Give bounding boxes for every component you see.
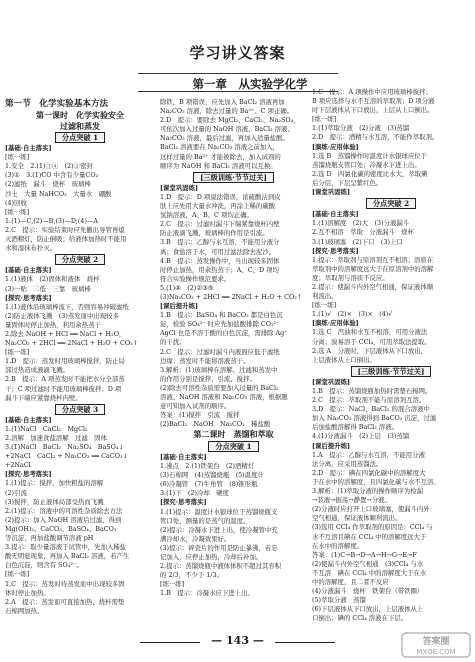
answer-line: 2.C 提示：过滤时漏斗下端紧靠烧杯内壁 — [160, 220, 280, 229]
subsection-tag: [课堂巩固练] — [312, 377, 351, 386]
answer-line: 1.A 提示：乙醇与水互溶，不能用分液 — [312, 450, 425, 459]
subsection-tag: [探究·思考落实] — [160, 498, 207, 507]
answer-line: →装液→振荡→静置→分液。 — [312, 496, 391, 505]
svg-text:答案圈: 答案圈 — [422, 637, 450, 647]
answer-line: 1.C 提示：蒸发时待蒸发皿中出现较多固 — [5, 579, 125, 588]
answer-line: 2.A 提示：蒸发皿可直接加热，烧杯需垫 — [5, 597, 125, 606]
section-box-heading — [312, 199, 470, 208]
answer-line: 淀，检验 SO₄²⁻ 时应先加盐酸排除 CO₃²⁻ — [160, 320, 280, 329]
answer-line: (3)石棉网 (4)蒸馏烧瓶 (5)温度计 — [160, 471, 264, 480]
answer-line: 量固体时停止加热，利用余热蒸干 — [5, 320, 101, 329]
answer-line: 沙土 大量 NaHCO₃ 大量水 硼酸 — [5, 189, 112, 198]
chapter-heading: 第一章 从实验学化学 — [192, 77, 308, 91]
section-box-heading — [5, 255, 155, 264]
answer-line: (2)BaCl₂ NaOH Na₂CO₃ 稀盐酸 — [160, 420, 271, 429]
answer-line: 1.C 提示：A 项操作中应用玻璃棒搅拌； — [312, 88, 432, 96]
answer-line: [练一练] — [312, 301, 337, 310]
answer-line: 1.D 提示：蒸发时用玻璃棒搅拌，防止局 — [5, 357, 125, 366]
answer-line: 答案：(1)C→B→D→A→H→G→E→F — [312, 550, 417, 559]
answer-line: (2)防止液体飞溅 (3)蒸发皿中出现较多 — [5, 311, 119, 320]
answer-line: 2.互不相溶 萃取 分液漏斗 烧杯 — [312, 228, 414, 237]
answer-line: 3.(1)下 (2)冷却 硬度 — [160, 489, 229, 498]
answer-line: (3)搅拌，防止液体局部受热而飞溅 — [5, 497, 104, 506]
answer-line: 干；C 项过滤时不能用玻璃棒搅拌；D 项 — [5, 384, 122, 393]
answer-line: 部过热造成液滴飞溅。 — [5, 366, 69, 375]
answer-line: 后分层，下层呈紫红色。 — [312, 178, 383, 187]
answer-line: 萃取剂中的溶解度远大于在原溶剂中的溶解 — [312, 264, 434, 273]
answer-line: (6)冷凝管 (7)牛角管 (8)锥形瓶 — [160, 480, 258, 489]
answer-line: 1.B 提示：蒸馏烧瓶加热时需垫石棉网。 — [312, 387, 432, 395]
answer-line: 3.(1)玻璃塞 (2)下口 (3)上口 — [312, 237, 403, 246]
section-box-label: 分点突破 2 — [55, 254, 105, 265]
answer-line: (3)① 3.(1)CO 中含有少量CO₂ — [5, 171, 99, 180]
answer-line: [练一练] — [5, 153, 30, 162]
answer-line: 2.(1)提示：溶液中的可溶性杂质除去方法 — [5, 506, 123, 515]
answer-line: 这样过量的 Ba²⁺ 才能被除去，加入试剂的 — [160, 152, 281, 161]
subsection-tag: [探究·思考落实] — [5, 470, 52, 479]
section-box-heading — [5, 405, 155, 414]
answer-line: 2.D 提示：要除去 MgCl₂、CaCl₂、Na₂SO₄， — [160, 116, 300, 125]
answer-line: 意可知加入试剂的顺序。 — [160, 402, 231, 411]
answer-line: 时下层液体从下口放出，上层从上口倒出。 — [312, 106, 434, 115]
answer-line: 1.B 提示：冷凝水应下进上出。 — [160, 589, 254, 598]
answer-line: 后加盐酸溶解得 BaCl₂ 溶液。 — [312, 423, 398, 432]
answer-line: (5)萃取分液 蒸馏 — [312, 596, 366, 605]
answer-line: 1.(1)√ (2)× (3)× (4)√ — [312, 310, 393, 319]
answer-line: 2.D 提示：酒精与水互溶，不能作萃取剂。 — [312, 133, 439, 142]
subsection-tag: [基础·自主落实] — [160, 452, 207, 461]
answer-line: 离；食盐溶于水，可用过滤法除去泥沙。 — [160, 247, 276, 256]
answer-line: 2.B 提示：A 项蒸发时不能把水分全部蒸 — [5, 375, 125, 384]
answer-line: 2.除去 NaOH + HCl ══ NaCl + H₂O， — [5, 329, 126, 338]
answer-line: 利流出。 — [312, 292, 338, 301]
subsection-tag: [课堂巩固练] — [160, 183, 199, 192]
answer-line: 顺序为 NaOH 和 BaCl₂ 溶液可以互换。 — [160, 161, 277, 170]
watermark-logo — [401, 632, 471, 658]
answer-line: 1.(1)液体 (2)固体和液体 烧杯 — [5, 275, 100, 284]
answer-line: 的作用分别是搅拌、引流、搅拌。 — [160, 374, 256, 383]
answer-line: 3.提示：取少量溶液于试管中，先加入稀盐 — [5, 543, 127, 552]
answer-line: 1.选 C 汽油和水互不相溶，可用分液法 — [312, 328, 428, 337]
subsection-tag: [基础·自主落实] — [5, 144, 52, 153]
answer-line: [练一练] — [160, 580, 185, 589]
answer-line: 度；萃取剂与溶质不反应。 — [312, 273, 389, 282]
answer-line: 溶液、NaOH 溶液和 Na₂CO₃ 溶液，根据题 — [160, 393, 288, 401]
answer-line: 1.(1)萃取分液 (2)分液 (3)蒸馏 — [312, 124, 410, 133]
answer-line: 加入 Na₂CO₃ 溶液得到 BaCO₃ 沉淀，过滤 — [312, 414, 437, 423]
lesson-heading: 第一课时 化学实验安全 — [36, 110, 124, 120]
answer-line: +2NaCl CaCl₂ + Na₂CO₃ ══ CaCO₃↓ — [5, 452, 128, 461]
subsection-tag: [基础·自主落实] — [5, 415, 52, 424]
section-box-label: [三级训练·节节过关] — [193, 172, 274, 183]
chapter-bottom-rule — [138, 91, 338, 92]
answer-line: (3)一贴 二低 三靠 玻璃棒 — [5, 284, 91, 293]
answer-line: (6)下层液体从下口放出，上层液体从上 — [312, 605, 424, 614]
answer-line: Na₂CO₃ 溶液，除去过量的 Ba²⁺。C 项正确。 — [160, 107, 294, 116]
answer-line: [练一练] — [5, 207, 30, 216]
section-box-heading — [5, 133, 155, 142]
chapter-top-rule — [138, 73, 338, 74]
answer-line: 在水中的溶解度。 — [312, 541, 364, 550]
subsection-tag: [演练·应用体验] — [312, 319, 359, 328]
answer-line: 1.选 B 蒸馏操作时温度计水银球应位于 — [312, 151, 428, 160]
section-box-heading — [312, 367, 470, 376]
answer-line: 1.D 提示：D 项说法错误，浓硫酸沾到皮 — [160, 192, 281, 201]
answer-line: (2)除去可溶性杂质需要加入过量的 BaCl₂ — [160, 383, 279, 392]
lesson-heading: 过滤和蒸发 — [60, 120, 100, 131]
answer-line: [练一练] — [5, 570, 30, 579]
answer-line: 法分离，应采用蒸馏法。 — [312, 459, 383, 468]
answer-line: 除铁，B 项错误，应先加入 BaCl₂ 溶液再加 — [160, 98, 285, 106]
answer-line: 白色沉淀，则含有 SO₄²⁻。 — [5, 561, 83, 570]
answer-line: 2.选 D 四氯化碳的密度比水大，萃取碘 — [312, 169, 428, 178]
answer-line: 4.B 提示：蒸发操作中，当出现较多固体 — [160, 256, 280, 265]
answer-line: (2)滤纸 漏斗 烧杯 玻璃棒 — [5, 180, 91, 189]
answer-column-right — [312, 88, 470, 626]
answer-line: (2)使漏斗内外空气相通 (3)CCl₄ 与水 — [312, 559, 424, 568]
answer-line: (4)回收 — [5, 198, 27, 207]
answer-line: AgCl 也是不溶于酸的白色沉淀，需排除 Ag⁺ — [160, 329, 288, 338]
answer-line: 3.D 提示：NaCl、BaCl₂ 的混合溶液中 — [312, 405, 430, 414]
answer-line: Na₂CO₃ + 2HCl ══ 2NaCl + H₂O + CO₂↑ — [5, 339, 139, 348]
answer-line: 水不互溶且碘在 CCl₄ 中的溶解度远大于 — [312, 532, 427, 541]
answer-line: +2NaCl — [5, 461, 31, 470]
answer-line: 1.(1)溶解度 (2)大 (3)分液漏斗 — [312, 219, 410, 228]
answer-line: 石棉网加热。 — [5, 606, 44, 615]
answer-line: 1.(1)提示：温度计水银球位于蒸馏烧瓶支 — [160, 507, 278, 516]
answer-line: 于在水中的溶解度，且四氯化碳与水不互溶。 — [312, 477, 440, 486]
subsection-tag: [探究·思考落实] — [312, 246, 359, 255]
answer-line: 3.解析：(1)萃取分液的操作顺序为检漏 — [312, 487, 424, 496]
answer-line: (3)选用 CCl₄ 作萃取剂的原因是：CCl₄ 与 — [312, 523, 433, 532]
subsection-tag: [基础·自主落实] — [5, 266, 52, 275]
answer-column-left — [5, 98, 155, 626]
subsection-tag: [基础·自主落实] — [312, 210, 359, 219]
answer-line: 可依次加入过量的 NaOH 溶液、BaCl₂ 溶液、 — [160, 125, 294, 134]
answer-line: 中的溶解度，且二者不反应 — [312, 577, 389, 586]
page-number-value: 143 — [226, 634, 249, 647]
answer-line: 分离；溴易溶于 CCl₄，可用萃取法提取。 — [312, 337, 431, 346]
answer-line: 酸无明显现象，再加入 BaCl₂ 溶液，若产生 — [5, 552, 130, 561]
section-box-heading — [160, 442, 307, 451]
answer-line: 漏斗下端应紧靠烧杯内壁。 — [5, 393, 82, 402]
answer-line: B 项应选择与水不互溶的萃取剂；D 项分液 — [312, 97, 435, 106]
answer-line: 不互溶 碘在 CCl₄ 中的溶解度大于在水 — [312, 568, 427, 577]
answer-line: [练一练] — [312, 115, 337, 124]
answer-line: 氢钠溶液，A、B、C 项均正确。 — [160, 211, 253, 220]
answer-line: 3.解析：(1)玻璃棒在溶解、过滤和蒸发中 — [160, 365, 278, 374]
section-box-label: [三级训练·节节过关] — [351, 366, 432, 377]
answer-line: 水和湿抹布扑灭。 — [5, 244, 57, 253]
answer-line: 上层液体从上口倒出。 — [312, 355, 376, 364]
answer-line: Mg(OH)₂、CaCO₃、BaSO₄、BaCO₃ — [5, 524, 117, 533]
answer-line: 1.(1)液体沿玻璃棒流下，否则容易冲破滤纸 — [5, 302, 129, 311]
answer-line: 3.B 提示：乙醇与水互溶，不能用分液分 — [160, 238, 280, 247]
answer-line: 2.选 A 分液时，下层液体从下口放出， — [312, 346, 427, 355]
answer-line: 灭酒精灯，防止倒吸；给液体加热时不能用 — [5, 235, 127, 244]
answer-line: (2)提示：冷凝水下进上出，使冷凝管中充 — [160, 525, 278, 534]
page-title: 学习讲义答案 — [189, 44, 286, 62]
subsection-tag: [课后提升练] — [312, 441, 351, 450]
section-box-label: 分点突破 2 — [366, 198, 416, 209]
section-heading: 第一节 化学实验基本方法 — [5, 99, 109, 109]
answer-line: 肤上应先用大量水冲洗，再涂上稀的碳酸 — [160, 202, 276, 211]
svg-text:MXQE.COM: MXQE.COM — [416, 648, 456, 656]
answer-line: 时停止加热，用余热蒸干；A、C、D 项均 — [160, 265, 279, 274]
answer-line: 边缘；蒸发时不能将溶液蒸干。 — [160, 356, 250, 365]
answer-line: 3.(1)NaCl BaCl₂ Na₂SO₄ BaSO₄↓ — [5, 443, 124, 452]
answer-line: 的干扰。 — [160, 338, 186, 347]
subsection-tag: [课后提升练] — [160, 302, 199, 311]
answer-line: 1.(1)NaCl CaCl₂ MgCl₂ — [5, 424, 88, 433]
answer-line: 1.(1)—C,(2)—B,(3)—D,(4)—A — [5, 216, 98, 225]
answer-line: 2.C 提示：过滤时漏斗内液面应低于滤纸 — [160, 347, 280, 356]
answer-line: 管口处，测量的是蒸气的温度。 — [160, 516, 250, 525]
lesson-heading: 第二课时 蒸馏和萃取 — [193, 429, 274, 440]
answer-line: 符合实验操作规范要求。 — [160, 274, 231, 283]
answer-line: 2.C 提示：萃取剂不能与原溶剂互溶。 — [312, 396, 426, 405]
section-box-label: 分点突破 1 — [55, 132, 105, 143]
answer-line: (2)提示：加入 NaOH 溶液后过滤，得到 — [5, 515, 122, 524]
answer-line: 蒸馏烧瓶支管口处；冷凝水下进上出。 — [312, 160, 421, 169]
page-number: — 143 — — [211, 634, 264, 647]
answer-line: 2.溶解 加速食盐溶解 过滤 固体 — [5, 434, 107, 442]
section-box-label: 分点突破 3 — [55, 404, 105, 415]
page-number-right-rule — [275, 642, 335, 643]
section-box-heading — [160, 173, 307, 182]
answer-line: 2.D 提示：碘在四氯化碳中的溶解度大 — [312, 468, 426, 477]
answer-line: 1.安全 2.(1)③④ (2)②密封 — [5, 162, 93, 171]
answer-line: (3)Na₂CO₃ + 2HCl ══ 2NaCl + H₂O + CO₂↑ — [160, 292, 303, 301]
answer-line: 1.B 提示：BaSO₄ 和 BaCO₃ 都是白色沉 — [160, 311, 283, 320]
answer-line: 4.(1)分液漏斗 (2)上层 (3)蒸馏 — [312, 432, 410, 441]
answer-line: (3)提示：碎瓷片的作用是防止暴沸，若忘 — [160, 543, 278, 552]
answer-line: (4)分液漏斗 烧杯 铁架台（带铁圈） — [312, 587, 424, 596]
answer-line: BaCl₂ 溶液要在 Na₂CO₃ 溶液之前加入， — [160, 143, 280, 152]
answer-line: [练一练] — [5, 348, 30, 357]
section-box-label: 分点突破 1 — [208, 441, 258, 452]
answer-line: 5.(1)④ (2)②③⑤ — [160, 283, 214, 292]
answer-line: 1.(1)提示：搅拌，加快粗盐的溶解 — [5, 479, 104, 488]
subsection-tag: [课堂巩固练] — [312, 188, 351, 197]
answer-line: (2)分液时应打开上口玻璃塞，使漏斗内外 — [312, 505, 430, 514]
answer-line: 空气相通，保证液体顺利流出。 — [312, 514, 402, 523]
subsection-tag: [探究·思考落实] — [5, 293, 52, 302]
answer-line: 满冷却水，冷凝效果好。 — [160, 534, 231, 543]
answer-line: 2.C 提示：实验结束时应先撤出导管再熄 — [5, 225, 125, 234]
subsection-tag: [演练·应用体验] — [312, 142, 359, 151]
answer-line: 答案：(1)搅拌 引流 搅拌 — [160, 411, 240, 420]
answer-line: Na₂CO₃ 溶液，最后过滤，再加入适量盐酸。 — [160, 134, 289, 143]
answer-line: 1.提示：萃取剂与原溶剂互不相溶；溶质在 — [312, 255, 434, 264]
answer-line: (2)引流 — [5, 488, 27, 497]
answer-line: 2.提示：使漏斗内外空气相通，保证液体顺 — [312, 282, 434, 291]
answer-line: 口倒出；碘的 CCl₄ 溶液在下层。 — [312, 614, 408, 623]
answer-line: 2.提示：蒸馏烧瓶中液体体积不超过其容积 — [160, 562, 282, 571]
answer-line: 防止液滴飞溅，玻璃棒的作用是引流。 — [160, 229, 269, 238]
answer-line: 体时停止加热。 — [5, 588, 50, 597]
answer-line: 记加入，应停止加热，冷却后补加。 — [160, 553, 263, 561]
answer-line: 等沉淀，再加盐酸调节溶液 pH — [5, 534, 94, 543]
answer-line: 1.沸点 2.(1)铁架台 (2)酒精灯 — [160, 462, 255, 471]
answer-column-middle — [160, 98, 307, 626]
answer-line: 的 2/3，不少于 1/3。 — [160, 571, 223, 580]
